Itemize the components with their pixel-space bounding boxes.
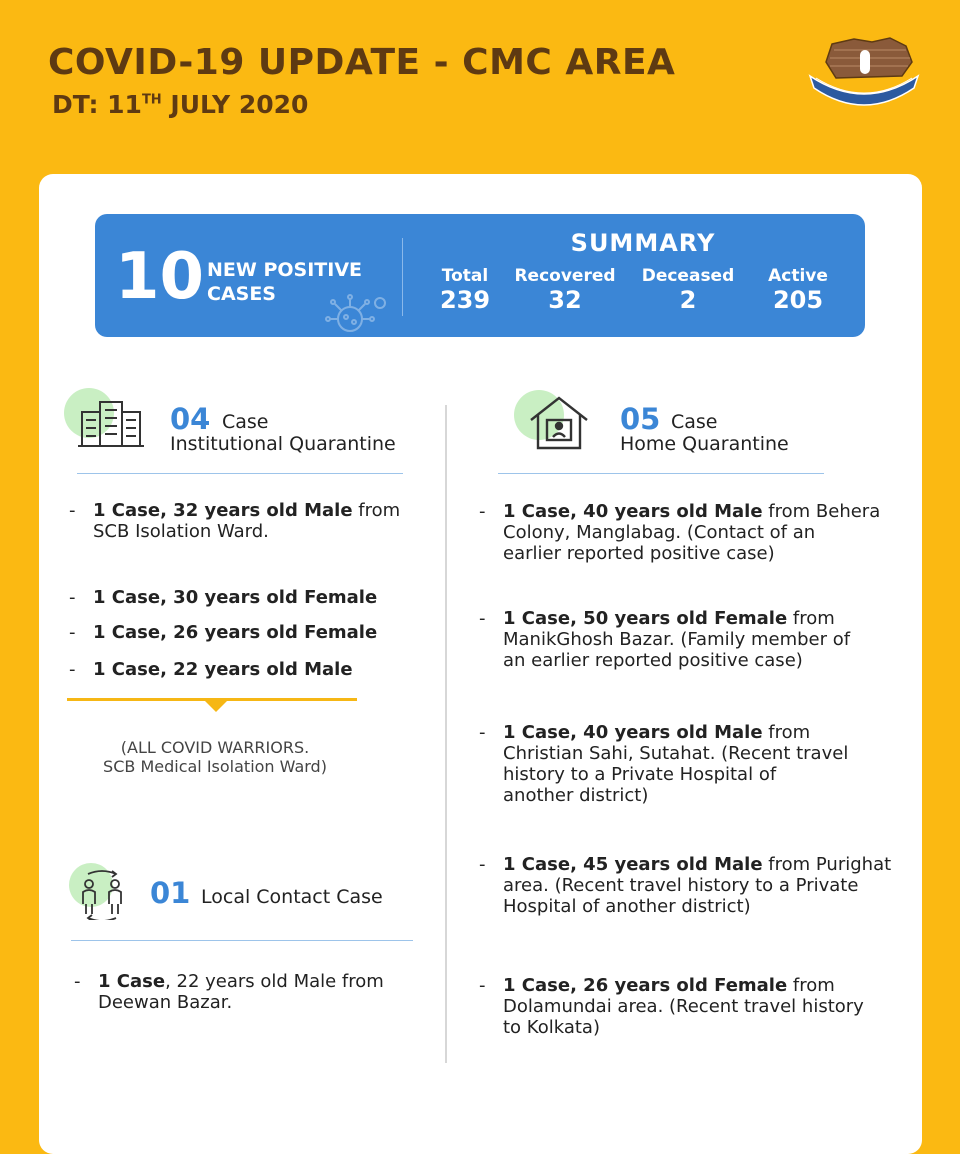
list-item: - 1 Case, 40 years old Male from Behera Colony, Manglabag. (Contact of an earlier reported positive case) [479,501,881,564]
section-divider [498,473,824,474]
home-subtitle: Home Quarantine [620,433,789,455]
list-item: - 1 Case, 45 years old Male from Purighat area. (Recent travel history to a Private Hospital of another district) [479,854,892,917]
list-item: - 1 Case, 50 years old Female from ManikGhosh Bazar. (Family member of an earlier reported positive case) [479,608,851,671]
new-cases-count: 10 [115,240,205,314]
local-count: 01 [150,876,191,910]
list-item: - 1 Case, 40 years old Male from Christian Sahi, Sutahat. (Recent travel history to a Private Hospital of another district) [479,722,849,806]
list-item: - 1 Case, 22 years old Male [69,659,353,680]
virus-icon [320,289,390,341]
home-count: 05 [620,402,661,436]
section-divider [77,473,403,474]
summary-title: SUMMARY [570,229,716,257]
summary-banner [95,214,865,337]
stat-recovered: Recovered 32 [514,266,616,314]
local-subtitle: Local Contact Case [201,886,383,908]
building-icon [78,398,144,450]
institutional-subtitle: Institutional Quarantine [170,433,396,455]
list-item: - 1 Case, 32 years old Male from SCB Isolation Ward. [69,500,401,542]
warriors-note: (ALL COVID WARRIORS. SCB Medical Isolation Ward) [103,738,327,776]
home-icon [528,394,590,450]
list-item: - 1 Case, 26 years old Female from Dolamundai area. (Recent travel history to Kolkata) [479,975,864,1038]
home-case-word: Case [671,411,718,433]
report-date: DT: 11TH JULY 2020 [52,90,309,119]
institutional-case-word: Case [222,411,269,433]
page-title: COVID-19 UPDATE - CMC AREA [48,42,676,83]
list-item: - 1 Case, 22 years old Male from Deewan Bazar. [74,971,384,1013]
stat-deceased: Deceased 2 [641,266,735,314]
cmc-logo [802,36,926,110]
callout-pointer [205,701,227,712]
list-item: - 1 Case, 26 years old Female [69,622,378,643]
new-cases-label: NEW POSITIVE CASES [207,259,362,305]
institutional-count: 04 [170,402,211,436]
stat-active: Active 205 [768,266,828,314]
section-divider [71,940,413,941]
list-item: - 1 Case, 30 years old Female [69,587,378,608]
stat-total: Total 239 [439,266,491,314]
summary-divider [402,238,403,316]
contact-people-icon [76,870,128,920]
column-divider [445,405,447,1063]
